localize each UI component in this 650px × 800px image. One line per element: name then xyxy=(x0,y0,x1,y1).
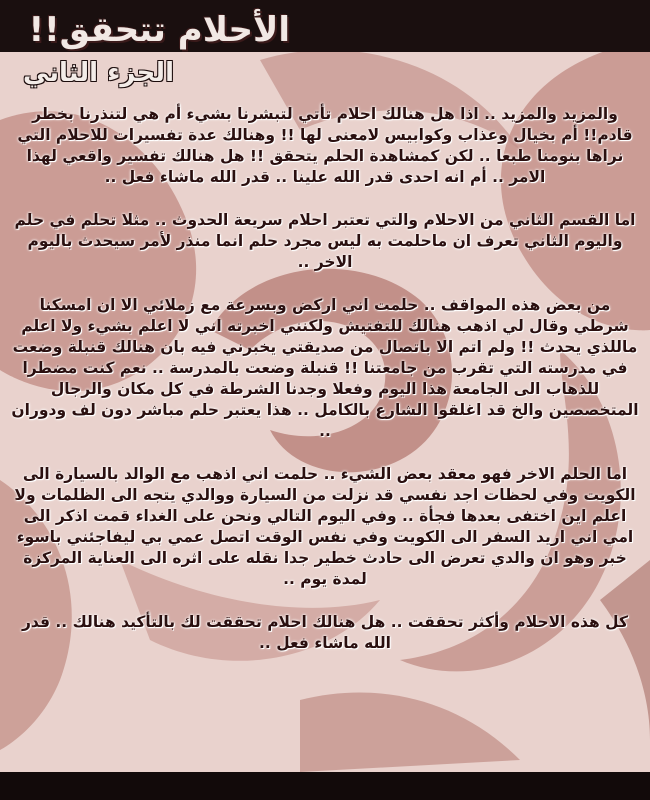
page-title: الأحلام تتحقق!! xyxy=(28,10,290,50)
bottom-band xyxy=(0,772,650,800)
paragraph-4: اما الحلم الاخر فهو معقد بعض الشيء .. حلمت اني اذهب مع الوالد بالسيارة الى الكويت وفي لحظات اجد نفسي قد نزلت من السيارة ووالدي يتجه الى الظلمات ولا اعلم اين اختفى بعدها فجأة .. وفي اليوم التالي ونحن على الغداء قمت اذكر الى امي اني اريد السفر الى الكويت وفي نفس الوقت اتصل عمي بي ليفاجئني باسوء خبر وهو ان والدي تعرض الى حادث خطير جدا نقله على اثره الى العناية المركزة لمدة يوم .. xyxy=(14,465,636,588)
paragraph-1: والمزيد والمزيد .. اذا هل هنالك احلام تأتي لتبشرنا بشيء أم هي لتنذرنا بخطر قادم!! أم بخيال وعذاب وكوابيس لامعنى لها !! وهنالك عدة تفسيرات للاحلام التي نراها بنومنا طبعا .. لكن كمشاهدة الحلم يتحقق !! هل هنالك تفسير واقعي لهذا الامر .. أم انه احدى قدر الله علينا .. قدر الله ماشاء فعل .. xyxy=(17,105,633,186)
article-body xyxy=(10,104,640,676)
paragraph-5: كل هذه الاحلام وأكثر تحققت .. هل هنالك احلام تحققت لك بالتأكيد هنالك .. قدر الله ماشاء فعل .. xyxy=(22,613,628,652)
page-subtitle: الجزء الثاني xyxy=(22,58,174,88)
paragraph-3: من بعض هذه المواقف .. حلمت اني اركض وبسرعة مع زملائي الا ان امسكنا شرطي وقال لي اذهب هنالك للتفتيش ولكنني اخبرته اني لا اعلم بشيء ولا اعلم ماللذي يحدث !! ولم اتم الا باتصال من صديقتي يخبرني فيه بان هنالك قنبلة وضعت في مدرسته التي تقرب من جامعتنا !! قنبلة وضعت بالمدرسة .. نعم كنت مضطرا للذهاب الى الجامعة هذا اليوم وفعلا وجدنا الشرطة في كل مكان والرجال المتخصصين والخ قد اغلقوا الشارع بالكامل .. هذا يعتبر حلم مباشر دون لف ودوران .. xyxy=(11,296,639,440)
paragraph-2: اما القسم الثاني من الاحلام والتي تعتبر احلام سريعة الحدوث .. مثلا تحلم في حلم واليوم الثاني تعرف ان ماحلمت به ليس مجرد حلم انما منذر لأمر سيحدث باليوم الاخر .. xyxy=(14,211,636,271)
